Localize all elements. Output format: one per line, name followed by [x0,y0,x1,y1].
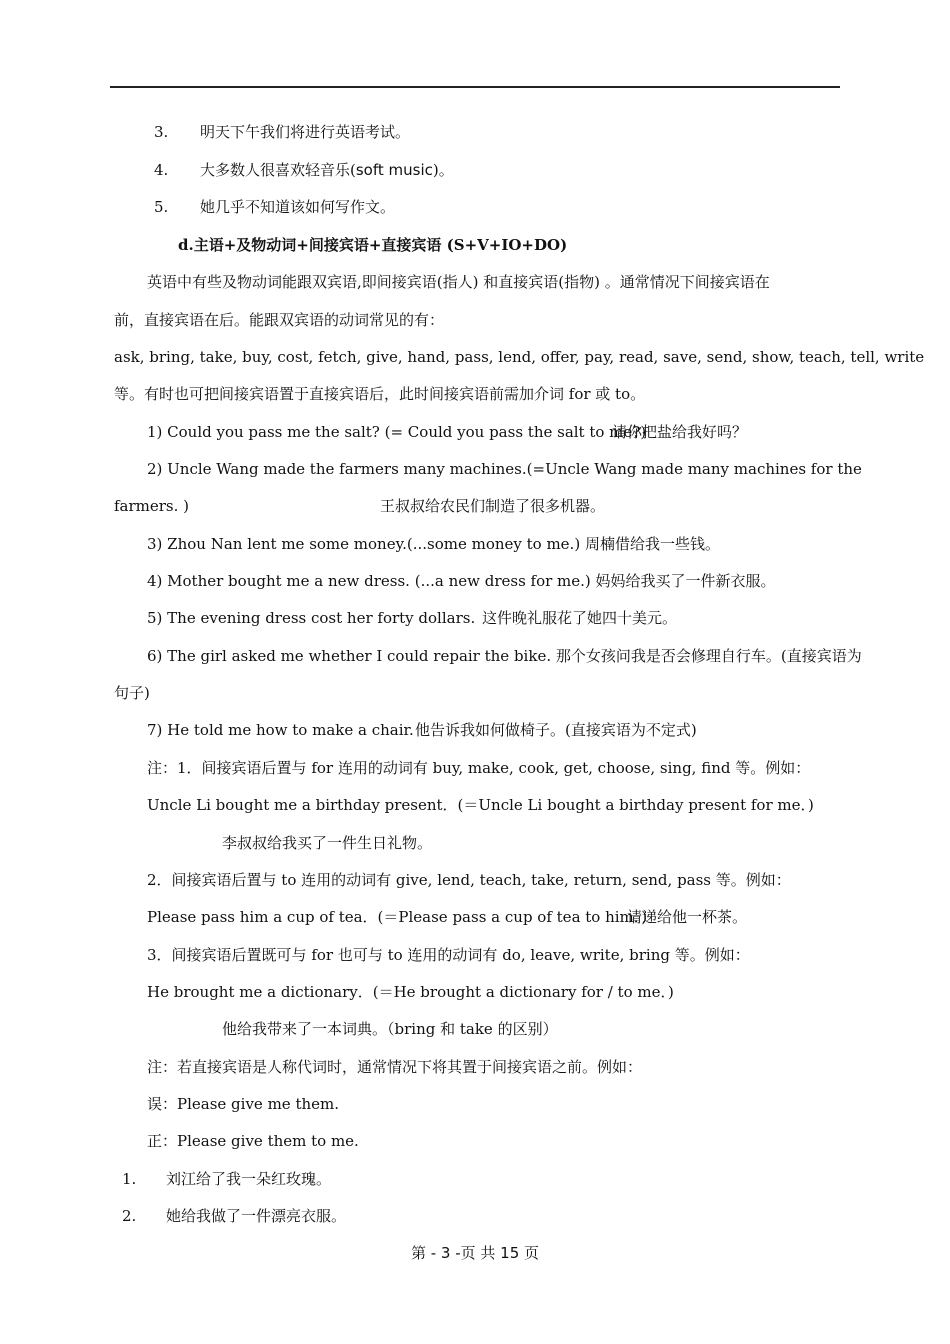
exercise-text-2: 她给我做了一件漂亮衣服。 [166,1207,347,1225]
exercise-number-1: 1. [122,1170,137,1188]
example-2-cn: 王叔叔给农民们制造了很多机器。 [380,497,606,515]
example-1-en: 1) Could you pass me the salt? (= Could you pass the salt to me?) [147,423,647,441]
intro-line-4: 等。有时也可把间接宾语置于直接宾语后，此时间接宾语前需加介词 for 或 to。 [114,385,646,403]
note-2-translation: 请递给他一杯茶。 [627,908,748,926]
intro-verb-list: ask, bring, take, buy, cost, fetch, give, hand, pass, lend, offer, pay, read, save, send, show, teach, tell, write [114,348,925,366]
exercise-text-4: 大多数人很喜欢轻音乐(soft music)。 [200,161,454,179]
example-2-line-2: farmers. ) [114,497,190,515]
note-1-example: Uncle Li bought me a birthday present．(＝Uncle Li bought a birthday present for me．) [147,796,814,814]
exercise-text-1: 刘江给了我一朵红玫瑰。 [166,1170,332,1188]
note-2: 2．间接宾语后置与 to 连用的动词有 give, lend, teach, take, return, send, pass 等。例如： [147,871,791,889]
right-example: 正：Please give them to me. [147,1132,359,1150]
intro-line-2: 前，直接宾语在后。能跟双宾语的动词常见的有： [114,311,445,329]
example-3: 3) Zhou Nan lent me some money.(...some money to me.) 周楠借给我一些钱。 [147,535,720,553]
wrong-example: 误：Please give me them. [147,1095,339,1113]
page-number: - 3 - [430,1244,461,1262]
note-3-translation: 他给我带来了一本词典。（bring 和 take 的区别） [222,1020,558,1038]
exercise-text-3: 明天下午我们将进行英语考试。 [200,123,411,141]
example-5-en: 5) The evening dress cost her forty dollars. [147,609,476,627]
example-2-line-1: 2) Uncle Wang made the farmers many machines.(=Uncle Wang made many machines for the [147,460,862,478]
note-2-example: Please pass him a cup of tea．(＝Please pass a cup of tea to him．) [147,908,648,926]
page-footer: 第 - 3 -页 共 15 页 [410,1244,540,1262]
exercise-text-5: 她几乎不知道该如何写作文。 [200,198,396,216]
header-rule [110,86,840,88]
note-1-translation: 李叔叔给我买了一件生日礼物。 [222,834,433,852]
section-heading: d.主语+及物动词+间接宾语+直接宾语 (S+V+IO+DO) [178,236,568,254]
example-4: 4) Mother bought me a new dress. (...a new dress for me.) 妈妈给我买了一件新衣服。 [147,572,776,590]
example-7-en: 7) He told me how to make a chair. [147,721,414,739]
note-3-example: He brought me a dictionary．(＝He brought a dictionary for / to me．) [147,983,674,1001]
example-7-cn: 他告诉我如何做椅子。(直接宾语为不定式) [415,721,697,739]
example-6-line-1: 6) The girl asked me whether I could repair the bike. 那个女孩问我是否会修理自行车。(直接宾语为 [147,647,862,665]
note-4: 注：若直接宾语是人称代词时，通常情况下将其置于间接宾语之前。例如： [147,1058,643,1076]
note-3: 3．间接宾语后置既可与 for 也可与 to 连用的动词有 do, leave, write, bring 等。例如： [147,946,750,964]
note-1: 注：1．间接宾语后置与 for 连用的动词有 buy, make, cook, get, choose, sing, find 等。例如： [147,759,811,777]
example-6-line-2: 句子) [114,684,150,702]
exercise-number-2: 2. [122,1207,137,1225]
intro-line-1: 英语中有些及物动词能跟双宾语,即间接宾语(指人) 和直接宾语(指物) 。通常情况下间接宾语在 [147,273,770,291]
example-1-cn: 请你把盐给我好吗？ [612,423,748,441]
exercise-number-3: 3. [154,123,169,141]
exercise-number-5: 5. [154,198,169,216]
example-5-cn: 这件晚礼服花了她四十美元。 [482,609,678,627]
exercise-number-4: 4. [154,161,169,179]
page-total: 15 [500,1244,520,1262]
